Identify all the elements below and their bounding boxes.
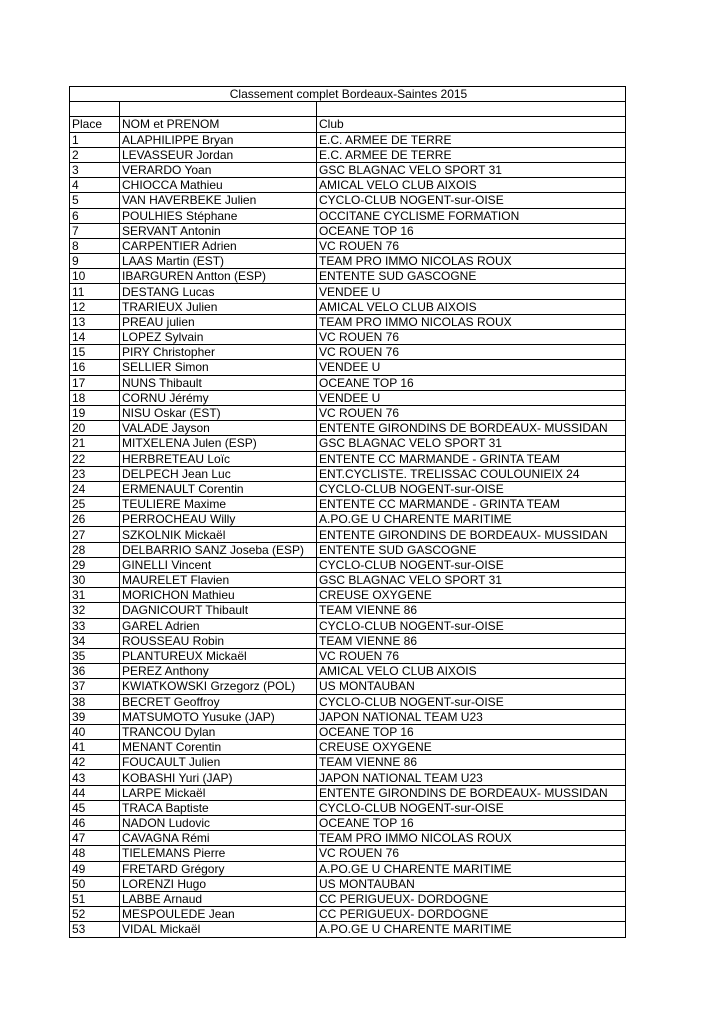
table-row [70,800,626,815]
club-cell: CYCLO-CLUB NOGENT-sur-OISE [317,481,626,496]
rider-name-cell: TEULIERE Maxime [120,497,317,512]
place-cell: 43 [70,770,120,785]
rider-name-cell: DELPECH Jean Luc [120,466,317,481]
club-cell: OCCITANE CYCLISME FORMATION [317,208,626,223]
rider-name-cell: DELBARRIO SANZ Joseba (ESP) [120,542,317,557]
table-row [70,178,626,193]
table-row [70,573,626,588]
table-row [70,390,626,405]
place-cell: 8 [70,238,120,253]
club-cell: OCEANE TOP 16 [317,375,626,390]
place-cell: 7 [70,223,120,238]
rider-name-cell: CORNU Jérémy [120,390,317,405]
table-row [70,254,626,269]
place-cell: 24 [70,481,120,496]
rider-name-cell: VALADE Jayson [120,421,317,436]
rider-name-cell: CARPENTIER Adrien [120,238,317,253]
place-cell: 31 [70,588,120,603]
club-cell: OCEANE TOP 16 [317,816,626,831]
table-row [70,421,626,436]
table-row [70,542,626,557]
rider-name-cell: MORICHON Mathieu [120,588,317,603]
rider-name-cell: NISU Oskar (EST) [120,405,317,420]
rider-name-cell: POULHIES Stéphane [120,208,317,223]
table-row [70,648,626,663]
club-cell: CREUSE OXYGENE [317,740,626,755]
table-row [70,527,626,542]
place-cell: 35 [70,648,120,663]
club-cell: ENTENTE SUD GASCOGNE [317,269,626,284]
rider-name-cell: FOUCAULT Julien [120,755,317,770]
club-cell: CYCLO-CLUB NOGENT-sur-OISE [317,193,626,208]
place-cell: 50 [70,876,120,891]
place-cell: 38 [70,694,120,709]
table-row [70,724,626,739]
header-place: Place [70,117,120,132]
place-cell: 17 [70,375,120,390]
club-cell: VENDEE U [317,390,626,405]
club-cell: GSC BLAGNAC VELO SPORT 31 [317,436,626,451]
place-cell: 19 [70,405,120,420]
header-row [70,117,626,132]
table-row [70,375,626,390]
rider-name-cell: CHIOCCA Mathieu [120,178,317,193]
table-row [70,360,626,375]
rider-name-cell: MATSUMOTO Yusuke (JAP) [120,709,317,724]
rider-name-cell: KOBASHI Yuri (JAP) [120,770,317,785]
rider-name-cell: MITXELENA Julen (ESP) [120,436,317,451]
rider-name-cell: VIDAL Mickaël [120,922,317,937]
club-cell: CYCLO-CLUB NOGENT-sur-OISE [317,618,626,633]
rider-name-cell: SZKOLNIK Mickaël [120,527,317,542]
table-row [70,816,626,831]
club-cell: VC ROUEN 76 [317,330,626,345]
rider-name-cell: TRACA Baptiste [120,800,317,815]
place-cell: 21 [70,436,120,451]
table-row [70,330,626,345]
place-cell: 13 [70,314,120,329]
place-cell: 42 [70,755,120,770]
rider-name-cell: ROUSSEAU Robin [120,633,317,648]
rider-name-cell: LORENZI Hugo [120,876,317,891]
place-cell: 44 [70,785,120,800]
club-cell: JAPON NATIONAL TEAM U23 [317,770,626,785]
club-cell: VC ROUEN 76 [317,648,626,663]
place-cell: 36 [70,664,120,679]
table-row [70,618,626,633]
place-cell: 11 [70,284,120,299]
rider-name-cell: PIRY Christopher [120,345,317,360]
club-cell: TEAM PRO IMMO NICOLAS ROUX [317,254,626,269]
club-cell: ENTENTE GIRONDINS DE BORDEAUX- MUSSIDAN [317,785,626,800]
rider-name-cell: TIELEMANS Pierre [120,846,317,861]
club-cell: CC PERIGUEUX- DORDOGNE [317,907,626,922]
rider-name-cell: DESTANG Lucas [120,284,317,299]
club-cell: JAPON NATIONAL TEAM U23 [317,709,626,724]
club-cell: CYCLO-CLUB NOGENT-sur-OISE [317,800,626,815]
rider-name-cell: TRANCOU Dylan [120,724,317,739]
rider-name-cell: DAGNICOURT Thibault [120,603,317,618]
rider-name-cell: PEREZ Anthony [120,664,317,679]
table-row [70,451,626,466]
table-row [70,147,626,162]
club-cell: CYCLO-CLUB NOGENT-sur-OISE [317,694,626,709]
table-row [70,603,626,618]
results-table [69,86,626,938]
place-cell: 10 [70,269,120,284]
table-row [70,345,626,360]
place-cell: 30 [70,573,120,588]
place-cell: 26 [70,512,120,527]
rider-name-cell: ERMENAULT Corentin [120,481,317,496]
table-row [70,557,626,572]
place-cell: 14 [70,330,120,345]
empty-cell [120,102,317,117]
table-row [70,269,626,284]
table-row [70,664,626,679]
rider-name-cell: BECRET Geoffroy [120,694,317,709]
club-cell: VC ROUEN 76 [317,405,626,420]
table-row [70,299,626,314]
rider-name-cell: LARPE Mickaël [120,785,317,800]
table-row [70,497,626,512]
table-row [70,193,626,208]
place-cell: 5 [70,193,120,208]
club-cell: ENT.CYCLISTE. TRELISSAC COULOUNIEIX 24 [317,466,626,481]
club-cell: OCEANE TOP 16 [317,724,626,739]
rider-name-cell: LEVASSEUR Jordan [120,147,317,162]
club-cell: CREUSE OXYGENE [317,588,626,603]
table-row [70,694,626,709]
document-title: Classement complet Bordeaux-Saintes 2015 [70,87,626,102]
club-cell: CC PERIGUEUX- DORDOGNE [317,891,626,906]
club-cell: E.C. ARMEE DE TERRE [317,147,626,162]
place-cell: 37 [70,679,120,694]
club-cell: GSC BLAGNAC VELO SPORT 31 [317,162,626,177]
place-cell: 40 [70,724,120,739]
rider-name-cell: GINELLI Vincent [120,557,317,572]
table-row [70,436,626,451]
place-cell: 2 [70,147,120,162]
table-row [70,314,626,329]
place-cell: 4 [70,178,120,193]
rider-name-cell: CAVAGNA Rémi [120,831,317,846]
place-cell: 27 [70,527,120,542]
empty-cell [70,102,120,117]
place-cell: 18 [70,390,120,405]
club-cell: TEAM VIENNE 86 [317,755,626,770]
place-cell: 20 [70,421,120,436]
club-cell: ENTENTE GIRONDINS DE BORDEAUX- MUSSIDAN [317,527,626,542]
header-name: NOM et PRENOM [120,117,317,132]
rider-name-cell: VAN HAVERBEKE Julien [120,193,317,208]
table-row [70,162,626,177]
club-cell: AMICAL VELO CLUB AIXOIS [317,299,626,314]
place-cell: 1 [70,132,120,147]
place-cell: 12 [70,299,120,314]
rider-name-cell: FRETARD Grégory [120,861,317,876]
club-cell: A.PO.GE U CHARENTE MARITIME [317,922,626,937]
results-table-body [70,87,626,938]
rider-name-cell: LABBE Arnaud [120,891,317,906]
place-cell: 6 [70,208,120,223]
table-row [70,679,626,694]
place-cell: 51 [70,891,120,906]
club-cell: E.C. ARMEE DE TERRE [317,132,626,147]
club-cell: VC ROUEN 76 [317,846,626,861]
place-cell: 46 [70,816,120,831]
club-cell: ENTENTE CC MARMANDE - GRINTA TEAM [317,497,626,512]
place-cell: 39 [70,709,120,724]
place-cell: 47 [70,831,120,846]
club-cell: TEAM PRO IMMO NICOLAS ROUX [317,831,626,846]
rider-name-cell: VERARDO Yoan [120,162,317,177]
place-cell: 9 [70,254,120,269]
rider-name-cell: LAAS Martin (EST) [120,254,317,269]
rider-name-cell: SERVANT Antonin [120,223,317,238]
table-row [70,405,626,420]
club-cell: US MONTAUBAN [317,679,626,694]
club-cell: CYCLO-CLUB NOGENT-sur-OISE [317,557,626,572]
place-cell: 23 [70,466,120,481]
table-row [70,132,626,147]
table-row [70,876,626,891]
table-row [70,785,626,800]
club-cell: VC ROUEN 76 [317,238,626,253]
place-cell: 33 [70,618,120,633]
table-row [70,891,626,906]
place-cell: 41 [70,740,120,755]
rider-name-cell: MAURELET Flavien [120,573,317,588]
club-cell: VENDEE U [317,360,626,375]
table-row [70,208,626,223]
place-cell: 48 [70,846,120,861]
club-cell: GSC BLAGNAC VELO SPORT 31 [317,573,626,588]
rider-name-cell: TRARIEUX Julien [120,299,317,314]
table-row [70,755,626,770]
place-cell: 22 [70,451,120,466]
club-cell: VENDEE U [317,284,626,299]
place-cell: 49 [70,861,120,876]
table-row [70,831,626,846]
header-club: Club [317,117,626,132]
rider-name-cell: SELLIER Simon [120,360,317,375]
rider-name-cell: PREAU julien [120,314,317,329]
club-cell: A.PO.GE U CHARENTE MARITIME [317,512,626,527]
place-cell: 25 [70,497,120,512]
club-cell: TEAM PRO IMMO NICOLAS ROUX [317,314,626,329]
club-cell: A.PO.GE U CHARENTE MARITIME [317,861,626,876]
rider-name-cell: LOPEZ Sylvain [120,330,317,345]
table-row [70,922,626,937]
table-row [70,770,626,785]
table-row [70,481,626,496]
spacer-row [70,102,626,117]
table-row [70,861,626,876]
rider-name-cell: NUNS Thibault [120,375,317,390]
place-cell: 52 [70,907,120,922]
table-row [70,238,626,253]
club-cell: ENTENTE GIRONDINS DE BORDEAUX- MUSSIDAN [317,421,626,436]
title-row [70,87,626,102]
rider-name-cell: PLANTUREUX Mickaël [120,648,317,663]
table-row [70,633,626,648]
rider-name-cell: MESPOULEDE Jean [120,907,317,922]
club-cell: TEAM VIENNE 86 [317,633,626,648]
club-cell: TEAM VIENNE 86 [317,603,626,618]
table-row [70,846,626,861]
place-cell: 32 [70,603,120,618]
rider-name-cell: IBARGUREN Antton (ESP) [120,269,317,284]
table-row [70,740,626,755]
place-cell: 3 [70,162,120,177]
table-row [70,588,626,603]
rider-name-cell: GAREL Adrien [120,618,317,633]
place-cell: 45 [70,800,120,815]
rider-name-cell: HERBRETEAU Loïc [120,451,317,466]
table-row [70,709,626,724]
club-cell: VC ROUEN 76 [317,345,626,360]
club-cell: OCEANE TOP 16 [317,223,626,238]
table-row [70,907,626,922]
empty-cell [317,102,626,117]
rider-name-cell: NADON Ludovic [120,816,317,831]
rider-name-cell: MENANT Corentin [120,740,317,755]
place-cell: 34 [70,633,120,648]
place-cell: 53 [70,922,120,937]
club-cell: ENTENTE SUD GASCOGNE [317,542,626,557]
rider-name-cell: PERROCHEAU Willy [120,512,317,527]
club-cell: AMICAL VELO CLUB AIXOIS [317,664,626,679]
place-cell: 15 [70,345,120,360]
table-row [70,223,626,238]
table-row [70,284,626,299]
rider-name-cell: KWIATKOWSKI Grzegorz (POL) [120,679,317,694]
table-row [70,466,626,481]
club-cell: US MONTAUBAN [317,876,626,891]
place-cell: 29 [70,557,120,572]
rider-name-cell: ALAPHILIPPE Bryan [120,132,317,147]
place-cell: 16 [70,360,120,375]
place-cell: 28 [70,542,120,557]
club-cell: AMICAL VELO CLUB AIXOIS [317,178,626,193]
club-cell: ENTENTE CC MARMANDE - GRINTA TEAM [317,451,626,466]
table-row [70,512,626,527]
